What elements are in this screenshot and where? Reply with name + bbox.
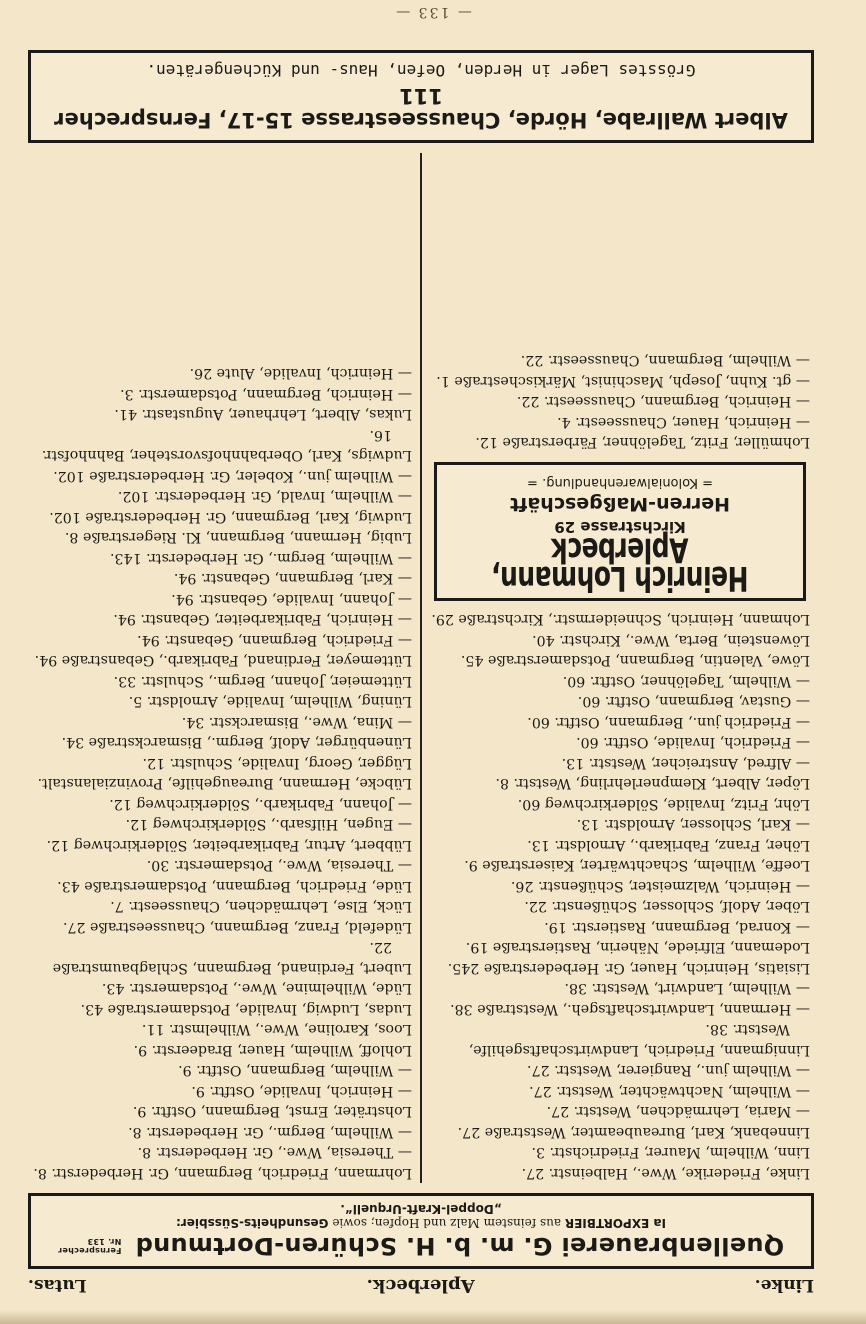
directory-entry: Löher, Franz, Fabrikarb., Arnoldstr. 13. [527, 837, 810, 853]
directory-entry: — Wilhelm, Bergm., Gr. Herbederstr. 8. [128, 1124, 412, 1140]
brewery-phone [58, 1237, 121, 1255]
export-label: Ia EXPORTBIER [564, 1216, 666, 1230]
running-head [28, 1275, 814, 1296]
directory-entry: Lisiatis, Heinrich, Hauer, Gr. Herbederstraße 245. [447, 960, 810, 976]
lohmann-sub: = Kolonialwarenhandlung. = [527, 475, 713, 490]
brewery-subline [41, 1202, 801, 1230]
directory-entry: — Gustav, Bergmann, Ostftr. 60. [577, 693, 810, 710]
directory-entry: Linnigmann, Friedrich, Landwirtschaftsgehilfe, Weststr. 38. [468, 1021, 810, 1058]
left-entries-2 [430, 350, 810, 453]
directory-entry: Lohrmann, Friedrich, Bergmann, Gr. Herbederstr. 8. [33, 1165, 412, 1181]
directory-entry: — Wilhelm, Invald, Gr. Herbederstr. 102. [117, 488, 412, 505]
directory-entry: Lodemann, Elfriede, Näherin, Rastierstraße 19. [465, 939, 810, 956]
column-right [24, 153, 420, 1183]
directory-entry: Löber, Adolf, Schlosser, Schüßenstr. 22. [524, 898, 810, 915]
head-right: Lutas. [28, 1275, 87, 1295]
head-center: Aplerbeck. [366, 1275, 475, 1296]
directory-entry: Lüttemeyer, Ferdinand, Fabrikarb., Gebanstraße 94. [34, 652, 412, 669]
directory-entry: — Johann, Fabrikarb., Sölderkirchweg 12. [109, 796, 412, 812]
directory-entry: Lüde, Friedrich, Bergmann, Potsdamerstraße 43. [57, 878, 412, 894]
directory-entry: Loeffe, Wilhelm, Schachtwärter, Kaiserstraße 9. [464, 857, 810, 874]
directory-entry: — Heinrich, Invalide, Alute 26. [189, 365, 412, 382]
directory-entry: Lügger, Georg, Invalide, Schulstr. 12. [142, 755, 412, 771]
health-label: Gesundheits-Süssbier: [176, 1216, 329, 1230]
directory-entry: — Karl, Schlosser, Arnoldstr. 13. [576, 816, 810, 833]
directory-entry: Löhr, Fritz, Invalide, Sölderkirchweg 60. [517, 796, 810, 812]
directory-entry: — Wilhelm, Bergmann, Chausseestr. 22. [520, 352, 810, 369]
directory-entry: Lohmüller, Fritz, Tagelöhner, Färberstraße 12. [475, 434, 810, 451]
left-entries [430, 609, 810, 1183]
right-entries [32, 363, 412, 1183]
directory-entry: — Alfred, Anstreicher, Weststr. 13. [561, 755, 810, 771]
directory-entry: — Eugen, Hilfsarb., Sölderkirchweg 12. [125, 816, 412, 833]
directory-entry: Lück, Else, Lehrmädchen, Chausseestr. 7. [110, 898, 412, 915]
directory-entry: — Heinrich, Invalide, Ostftr. 9. [191, 1083, 412, 1099]
head-left: Linke. [754, 1275, 814, 1295]
directory-entry: Linke, Friederike, Wwe., Halbeinstr. 27. [521, 1165, 810, 1181]
directory-entry: Löwenstein, Berta, Wwe., Kirchstr. 40. [532, 632, 810, 648]
directory-entry: — Wilhelm, Landwirt, Weststr. 38. [564, 980, 810, 997]
directory-entry: Löper, Albert, Klempnerlehrling, Weststr. 8. [495, 775, 810, 792]
directory-entry: Ludwigs, Karl, Oberbahnhofsvorsteher, Bahnhofstr. 16. [41, 427, 412, 464]
directory-entry: Lüning, Wilhelm, Invalide, Arnoldstr. 5. [128, 693, 412, 710]
directory-entry: Lübcke, Hermann, Bureaugehilfe, Provinzialanstalt. [37, 775, 412, 792]
page-number: — 133 — [394, 4, 472, 20]
directory-entry: Lukas, Albert, Lehrhauer, Augustastr. 41. [114, 406, 412, 423]
wallrabe-advertisement [28, 50, 814, 143]
phone-number: Nr. 133 [87, 1237, 122, 1246]
lohmann-address: Kirchstrasse 29 [554, 518, 686, 536]
wallrabe-title: Albert Wallrabe, Hörde, Chausseestrasse 15-17, Fernsprecher 111 [54, 84, 788, 132]
page-edge [0, 1310, 866, 1324]
lohmann-business: Herren-Maßgeschäft [510, 493, 730, 516]
directory-entry: Löwe, Valentin, Bergmann, Potsdamerstraße 45. [460, 652, 810, 669]
directory-entry: Lohsträter, Ernst, Bergmann, Ostftr. 9. [132, 1103, 412, 1120]
directory-entry: — Heinrich, Walzmeister, Schüßenstr. 26. [510, 878, 810, 894]
directory-entry: — Friedrich, Invalide, Ostftr. 60. [576, 734, 810, 751]
directory-entry: Linnebank, Karl, Bureaubeamter, Weststraße 27. [457, 1124, 810, 1140]
directory-entry: — Wilhelm, Bergmann, Ostftr. 9. [178, 1062, 412, 1079]
directory-entry: Linn, Wilhelm, Maurer, Friedrichstr. 3. [531, 1144, 810, 1161]
directory-entry: Loos, Karoline, Wwe., Wilhelmstr. 11. [141, 1021, 412, 1038]
brewery-desc: aus feinstem Malz und Hopfen; sowie [332, 1216, 562, 1230]
directory-entry: — Johann, Invalide, Gebanstr. 94. [171, 591, 412, 607]
directory-entry: — Konrad, Bergmann, Rastierstr. 19. [544, 919, 810, 935]
phone-label: Fernsprecher [57, 1246, 122, 1255]
brewery-title: Quellenbrauerei G. m. b. H. Schüren-Dortmund [135, 1232, 785, 1260]
lohmann-advertisement [434, 463, 806, 602]
directory-entry: — Maria, Lehrmädchen, Weststr. 27. [546, 1103, 810, 1120]
directory-entry: — Wilhelm, Bergm., Gr. Herbederstr. 143. [110, 550, 412, 566]
brand-label: „Doppel-Kraft-Urquell“. [340, 1202, 502, 1216]
directory-entry: Lüde, Wilhelmine, Wwe., Potsdamerstr. 43. [101, 980, 412, 997]
directory-entry: Lünenbürger, Adolf, Bergm., Bismarckstraße 34. [61, 734, 412, 751]
column-left [420, 153, 818, 1183]
directory-entry: — Wilhelm, Nachtwächter, Weststr. 27. [529, 1083, 810, 1099]
directory-entry: — Heinrich, Fabrikarbeiter, Gebanstr. 94. [113, 611, 412, 628]
directory-entry: Lohloff, Wilhelm, Hauer, Bradeerstr. 9. [133, 1042, 412, 1058]
directory-entry: — gt. Kuhn, Joseph, Maschinist, Märkischestraße 1. [436, 373, 810, 389]
directory-entry: — Wilhelm jun., Rangierer, Weststr. 27. [527, 1062, 810, 1079]
directory-entry: — Theresia, Wwe., Gr. Herbederstr. 8. [137, 1144, 412, 1161]
directory-entry: Lubig, Hermann, Bergmann, Kl. Riegerstraße 8. [64, 529, 412, 546]
directory-entry: Lübbert, Artur, Fabrikarbeiter, Sölderkirchweg 12. [46, 837, 412, 853]
directory-entry: — Heinrich, Hauer, Chausseestr. 4. [557, 414, 810, 430]
directory-entry: Lüdefeld, Franz, Bergmann, Chausseestraße 27. [62, 919, 412, 935]
wallrabe-subline: Grösstes Lager in Herden, Oefen, Haus- und Küchengeräten. [146, 61, 696, 80]
directory-entry: Ludas, Ludwig, Invalide, Potsdamerstraße 43. [80, 1001, 412, 1017]
directory-entry: — Heinrich, Bergmann, Chausseestr. 22. [516, 393, 810, 410]
entries-columns [24, 153, 818, 1183]
directory-entry: — Hermann, Landwirtschaftsgeh., Weststraße 38. [450, 1001, 810, 1017]
directory-entry: Lubert, Ferdinand, Bergmann, Schlagbaumstraße 22. [52, 939, 412, 976]
directory-entry: — Mina, Wwe., Bismarckstr. 34. [181, 714, 412, 730]
directory-entry: — Karl, Bergmann, Gebanstr. 94. [173, 570, 412, 587]
brewery-advertisement [28, 1193, 814, 1269]
directory-entry: Ludwig, Karl, Bergmann, Gr. Herbederstraße 102. [49, 509, 412, 525]
directory-entry: Lohmann, Heinrich, Schneidermstr., Kirchstraße 29. [431, 611, 810, 628]
directory-entry: — Friedrich, Bergmann, Gebanstr. 94. [137, 632, 412, 648]
directory-entry: — Wilhelm, Tagelöhner, Ostftr. 60. [562, 673, 810, 689]
directory-entry: — Theresia, Wwe., Potsdamerstr. 30. [146, 857, 412, 874]
directory-entry: — Wilhelm jun., Kobeler, Gr. Herbederstraße 102. [53, 468, 412, 484]
directory-entry: — Heinrich, Bergmann, Potsdamerstr. 3. [120, 386, 412, 402]
lohmann-name: Heinrich Lohmann, Aplerbeck [491, 531, 749, 598]
directory-entry: — Friedrich jun., Bergmann, Ostftr. 60. [527, 714, 810, 730]
directory-entry: Lüttemeier, Johann, Bergm., Schulstr. 33. [113, 673, 412, 689]
